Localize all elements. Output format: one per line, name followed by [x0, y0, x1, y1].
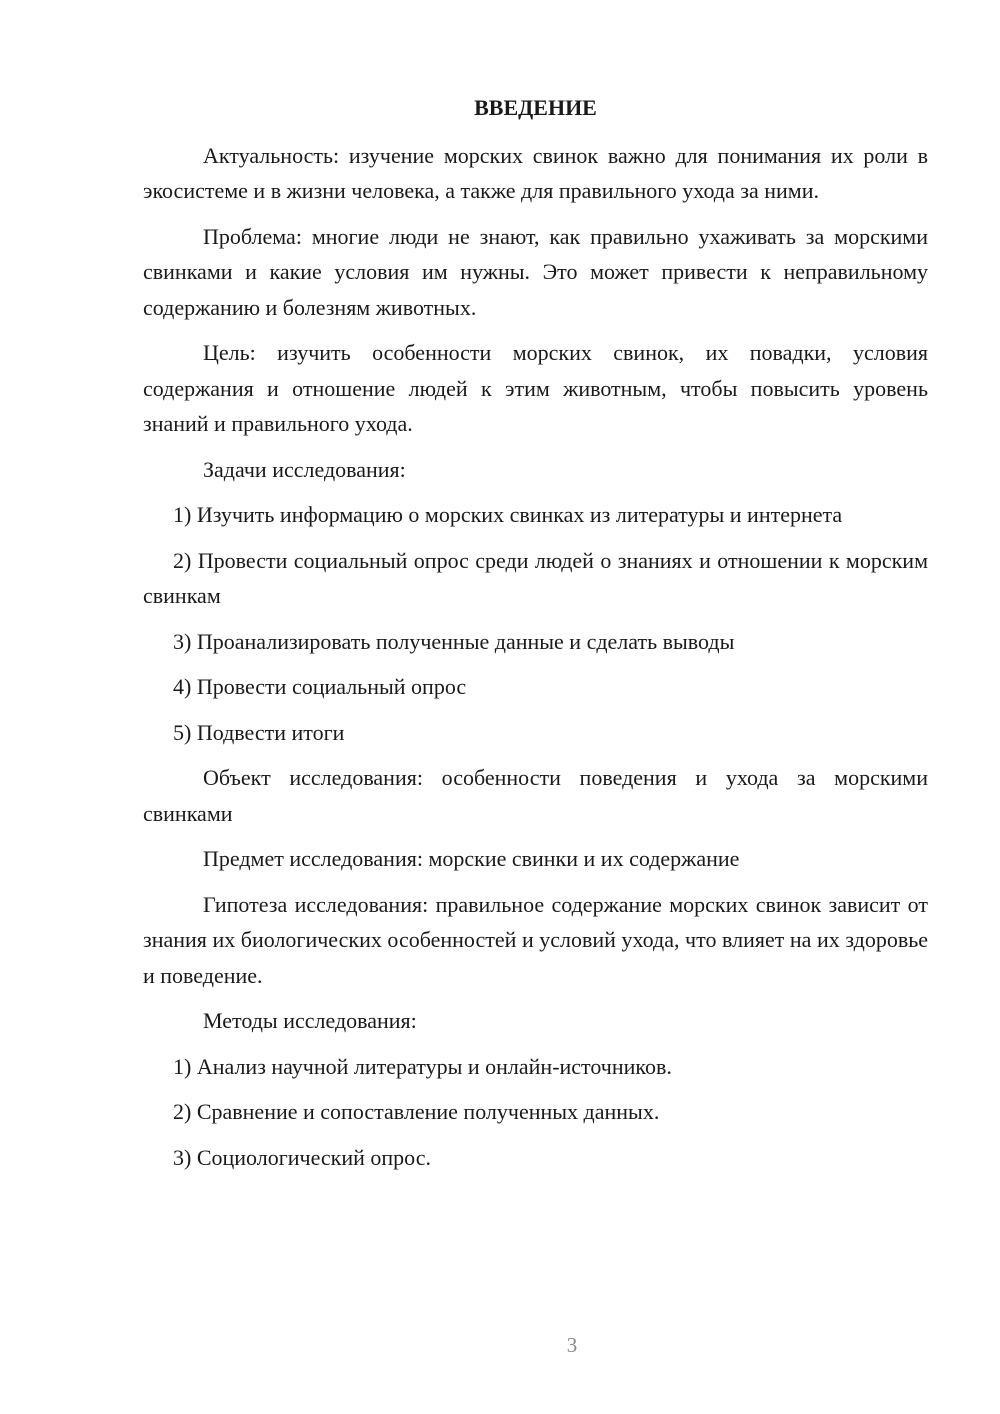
subject-paragraph: Предмет исследования: морские свинки и их содержание	[203, 846, 740, 871]
method-item: 1) Анализ научной литературы и онлайн-источников.	[173, 1053, 672, 1079]
page-number: 3	[566, 1333, 578, 1357]
task-item: 5) Подвести итоги	[173, 719, 345, 745]
relevance-paragraph: Актуальность: изучение морских свинок важно для понимания их роли в экосистеме и в жизни человека, а также для правильного ухода за ними.	[143, 142, 928, 203]
methods-title: Методы исследования:	[203, 1008, 417, 1033]
hypothesis-paragraph: Гипотеза исследования: правильное содержание морских свинок зависит от знания их биологических особенностей и условий ухода, что влияет на их здоровье и поведение.	[143, 891, 928, 988]
tasks-title: Задачи исследования:	[203, 456, 406, 482]
object-paragraph: Объект исследования: особенности поведения и ухода за морскими свинками	[143, 765, 928, 826]
document-page	[143, 90, 928, 1185]
section-heading: ВВЕДЕНИЕ	[474, 95, 597, 120]
method-item: 2) Сравнение и сопоставление полученных данных.	[173, 1099, 660, 1124]
task-item: 1) Изучить информацию о морских свинках из литературы и интернета	[173, 502, 843, 527]
task-item: 2) Провести социальный опрос среди людей о знаниях и отношении к морским свинкам	[143, 547, 928, 608]
method-item: 3) Социологический опрос.	[173, 1144, 431, 1170]
problem-paragraph: Проблема: многие люди не знают, как правильно ухаживать за морскими свинками и какие условия им нужны. Это может привести к неправильному содержанию и болезням животных.	[143, 223, 928, 320]
task-item: 3) Проанализировать полученные данные и сделать выводы	[173, 628, 735, 654]
task-item: 4) Провести социальный опрос	[173, 674, 467, 699]
goal-paragraph: Цель: изучить особенности морских свинок, их повадки, условия содержания и отношение людей к этим животным, чтобы повысить уровень знаний и правильного ухода.	[143, 340, 928, 436]
